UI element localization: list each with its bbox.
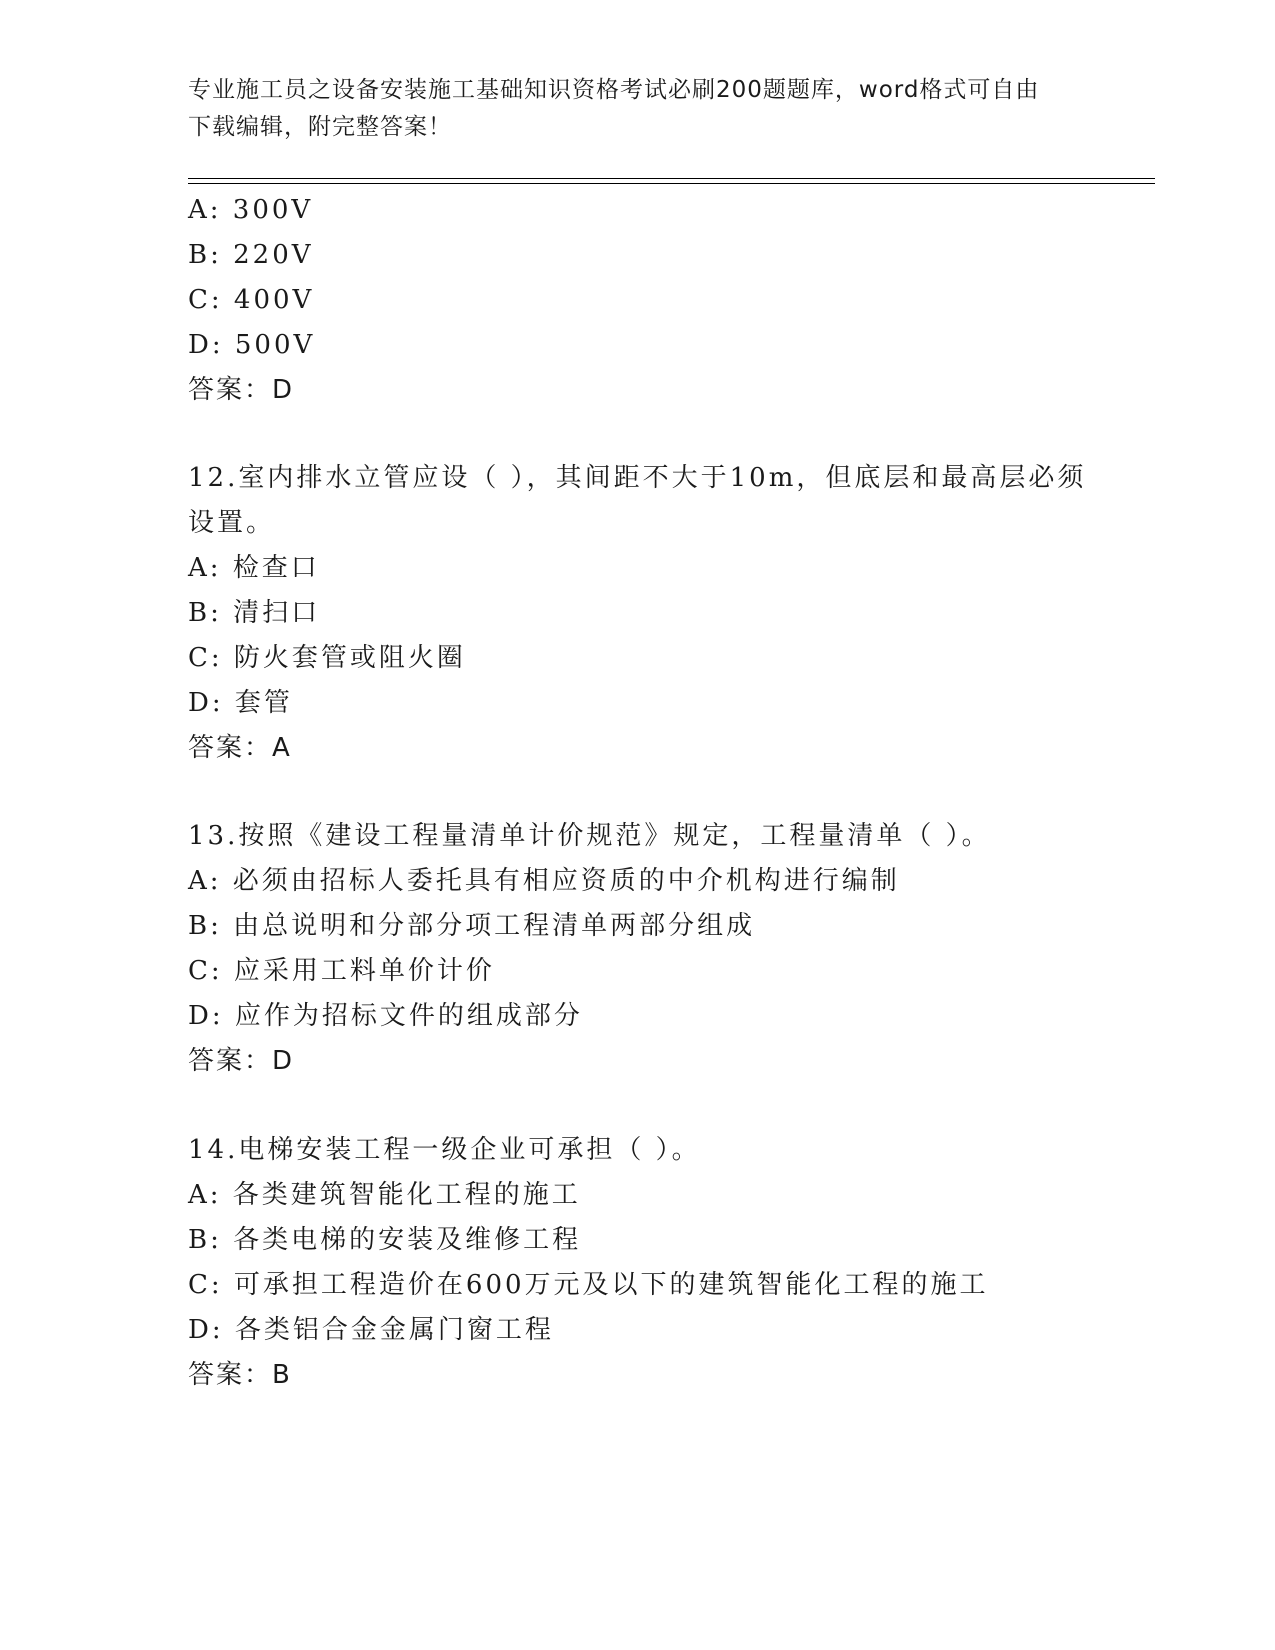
header-divider-top bbox=[188, 178, 1155, 179]
q12-question-line-2: 设置。 bbox=[188, 508, 276, 538]
q11-option-b: B: 220V bbox=[188, 240, 314, 270]
q12-answer: 答案：A bbox=[188, 733, 292, 763]
q13-option-c: C: 应采用工料单价计价 bbox=[188, 956, 495, 986]
header-line-2: 下载编辑，附完整答案！ bbox=[188, 114, 452, 140]
q11-answer: 答案：D bbox=[188, 375, 295, 405]
q13-question: 13.按照《建设工程量清单计价规范》规定，工程量清单（ ）。 bbox=[188, 821, 991, 851]
q12-option-c: C: 防火套管或阻火圈 bbox=[188, 643, 466, 673]
q12-option-d: D: 套管 bbox=[188, 688, 293, 718]
header-line-1: 专业施工员之设备安装施工基础知识资格考试必刷200题题库，word格式可自由 bbox=[188, 77, 1040, 103]
q14-option-b: B: 各类电梯的安装及维修工程 bbox=[188, 1225, 582, 1255]
q13-option-a: A: 必须由招标人委托具有相应资质的中介机构进行编制 bbox=[188, 866, 900, 896]
q11-option-a: A: 300V bbox=[188, 195, 314, 225]
q12-option-b: B: 清扫口 bbox=[188, 598, 321, 628]
q13-answer: 答案：D bbox=[188, 1046, 295, 1076]
q14-option-d: D: 各类铝合金金属门窗工程 bbox=[188, 1315, 554, 1345]
document-header bbox=[188, 72, 1088, 146]
q13-option-b: B: 由总说明和分部分项工程清单两部分组成 bbox=[188, 911, 756, 941]
q14-option-a: A: 各类建筑智能化工程的施工 bbox=[188, 1180, 581, 1210]
q12-option-a: A: 检查口 bbox=[188, 553, 320, 583]
q14-question: 14.电梯安装工程一级企业可承担（ ）。 bbox=[188, 1135, 701, 1165]
q12-question-line-1: 12.室内排水立管应设（ ），其间距不大于10m，但底层和最高层必须 bbox=[188, 463, 1087, 493]
q11-option-c: C: 400V bbox=[188, 285, 315, 315]
header-divider-bottom bbox=[188, 183, 1155, 184]
q14-option-c: C: 可承担工程造价在600万元及以下的建筑智能化工程的施工 bbox=[188, 1270, 989, 1300]
q13-option-d: D: 应作为招标文件的组成部分 bbox=[188, 1001, 583, 1031]
q14-answer: 答案：B bbox=[188, 1360, 292, 1390]
q11-option-d: D: 500V bbox=[188, 330, 316, 360]
